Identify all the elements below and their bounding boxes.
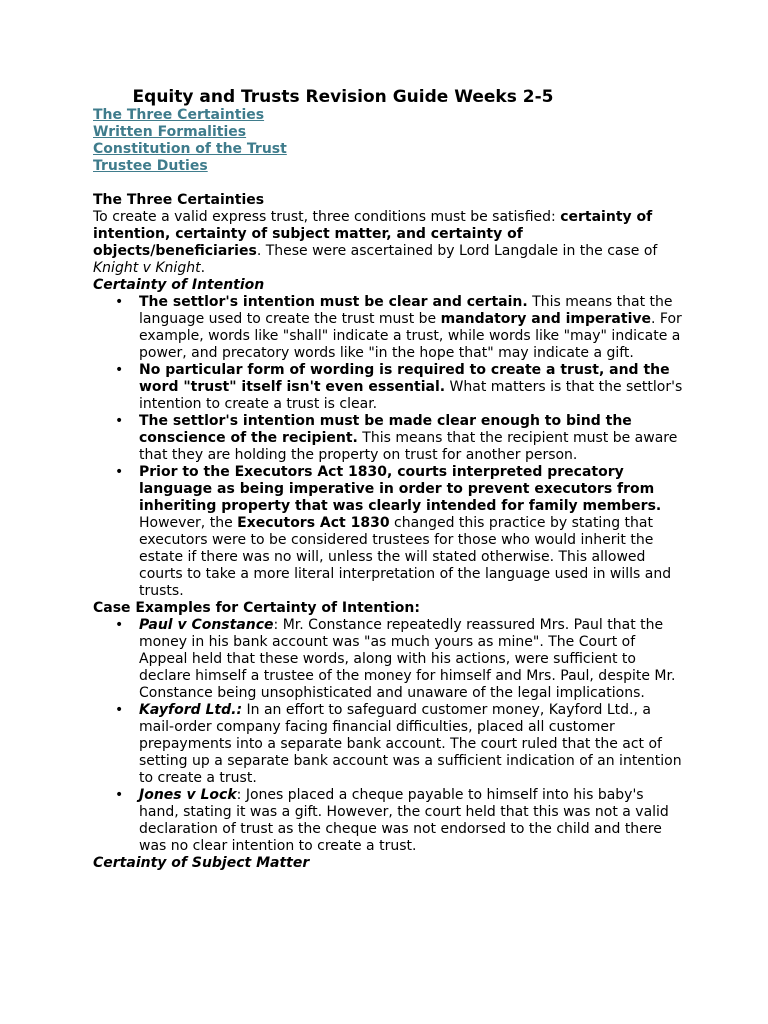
intro-bold-text: certainty of intention, certainty of subject matter, and certainty of objects/beneficiaries [93, 209, 653, 259]
bullet-text: changed this practice by stating that executors were to be considered trustees for those who would inherit the estate if there was no will, unless the will stated otherwise. This allowed courts to take a more literal interpretation of the language used in wills and trusts. [139, 515, 672, 599]
spacer [93, 175, 683, 192]
table-of-contents [93, 107, 683, 175]
list-item [139, 464, 683, 600]
toc-link-written-formalities[interactable]: Written Formalities [93, 124, 247, 140]
section-heading-three-certainties: The Three Certainties [93, 192, 265, 208]
list-item [139, 413, 683, 464]
bullet-text: This means that the language used to create the trust must be [139, 294, 673, 327]
case-examples-heading: Case Examples for Certainty of Intention: [93, 600, 420, 616]
toc-link-trustee-duties[interactable]: Trustee Duties [93, 158, 208, 174]
case-text: : Jones placed a cheque payable to himself into his baby's hand, stating it was a gift. However, the court held that this was not a valid declaration of trust as the cheque was not endorsed to the child and there was no clear intention to create a trust. [139, 787, 669, 854]
list-item [139, 787, 683, 855]
bullet-text: This means that the recipient must be aware that they are holding the property on trust for another person. [139, 430, 678, 463]
case-name: Paul v Constance [139, 617, 274, 633]
bullet-bold-text: No particular form of wording is required to create a trust, and the word "trust" itself isn't even essential. [139, 362, 670, 395]
bullet-text: . For example, words like "shall" indicate a trust, while words like "may" indicate a power, and precatory words like "in the hope that" may indicate a gift. [139, 311, 682, 361]
subheading-certainty-of-subject-matter: Certainty of Subject Matter [93, 855, 310, 871]
case-name: Kayford Ltd.: [139, 702, 243, 718]
subheading-certainty-of-intention: Certainty of Intention [93, 277, 265, 293]
bullet-bold-text: Executors Act 1830 [237, 515, 390, 531]
intro-text: To create a valid express trust, three conditions must be satisfied: [93, 209, 561, 225]
bullet-text: However, the [139, 515, 238, 531]
toc-link-constitution-of-trust[interactable]: Constitution of the Trust [93, 141, 287, 157]
list-item [139, 294, 683, 362]
bullet-text: What matters is that the settlor's intention to create a trust is clear. [139, 379, 683, 412]
case-text: In an effort to safeguard customer money, Kayford Ltd., a mail-order company facing financial difficulties, placed all customer prepayments into a separate bank account. The court ruled that the act of setting up a separate bank account was a sufficient indication of an intention to create a trust. [139, 702, 682, 786]
bullet-bold-text: The settlor's intention must be made clear enough to bind the conscience of the recipient. [139, 413, 632, 446]
intro-paragraph [93, 209, 683, 277]
intro-text-2: . These were ascertained by Lord Langdale in the case of [256, 243, 658, 259]
intro-text-3: . [200, 260, 206, 276]
case-name-knight: Knight v Knight [93, 260, 201, 276]
document-title: Equity and Trusts Revision Guide Weeks 2-5 [132, 87, 554, 107]
case-name: Jones v Lock [139, 787, 237, 803]
case-bullet-list [93, 617, 683, 855]
bullet-bold-text: mandatory and imperative [440, 311, 651, 327]
list-item [139, 617, 683, 702]
intention-bullet-list [93, 294, 683, 600]
list-item [139, 702, 683, 787]
bullet-bold-text: Prior to the Executors Act 1830, courts interpreted precatory language as being imperative in order to prevent executors from inheriting property that was clearly intended for family members. [139, 464, 662, 514]
toc-link-three-certainties[interactable]: The Three Certainties [93, 107, 265, 123]
list-item [139, 362, 683, 413]
document-body [93, 87, 683, 872]
case-text: : Mr. Constance repeatedly reassured Mrs. Paul that the money in his bank account was "as much yours as mine". The Court of Appeal held that these words, along with his actions, were sufficient to declare himself a trustee of the money for himself and Mrs. Paul, despite Mr. Constance being unsophisticated and unaware of the legal implications. [139, 617, 676, 701]
bullet-bold-text: The settlor's intention must be clear and certain. [139, 294, 528, 310]
